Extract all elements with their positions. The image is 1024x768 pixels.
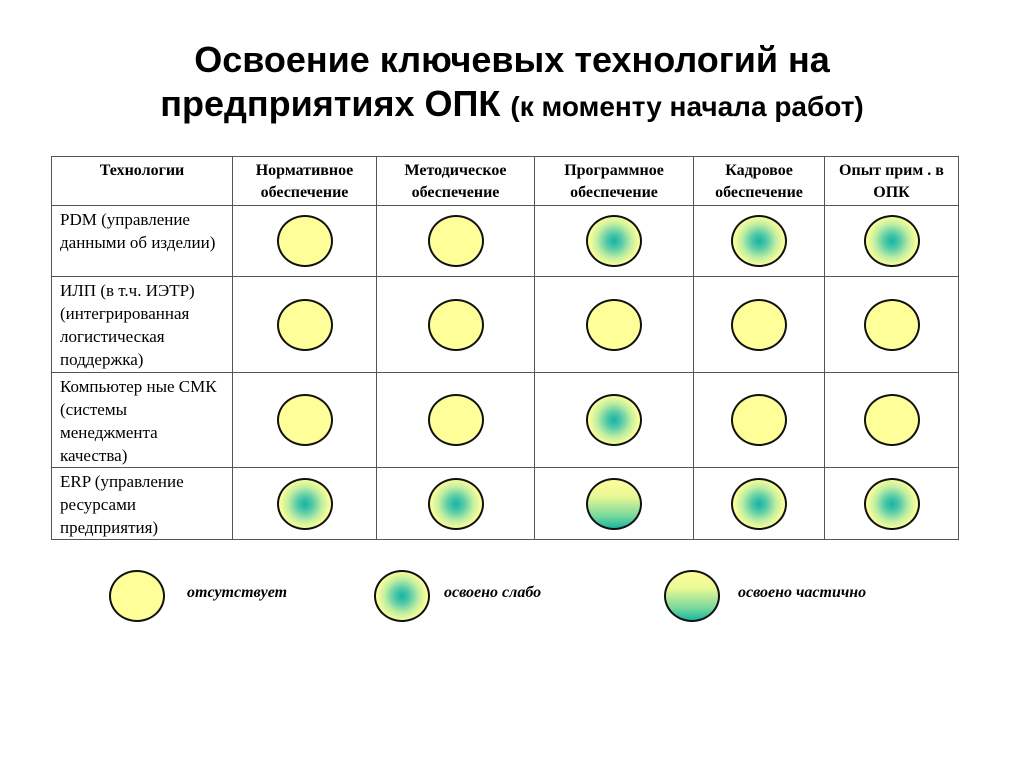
status-indicator-absent [586, 299, 642, 351]
header-technologies: Технологии [52, 157, 233, 206]
status-indicator-weak [586, 394, 642, 446]
table-row [52, 206, 959, 277]
header-row [52, 157, 959, 206]
status-indicator-weak [277, 478, 333, 530]
legend-absent-circle [109, 570, 165, 622]
technology-name: PDM (управление данными об изделии) [52, 206, 233, 277]
status-indicator-absent [428, 394, 484, 446]
status-indicator-absent [277, 394, 333, 446]
status-indicator-weak [864, 478, 920, 530]
status-indicator-weak [428, 478, 484, 530]
legend-weak-circle [374, 570, 430, 622]
legend-partial-label: освоено частично [738, 584, 867, 601]
table-row [52, 468, 959, 540]
technology-mastery-table [51, 156, 959, 540]
status-indicator-absent [428, 299, 484, 351]
status-indicator-absent [428, 215, 484, 267]
title-subtitle: (к моменту начала работ) [510, 91, 864, 122]
title-line-2 [0, 82, 1024, 129]
status-indicator-absent [277, 299, 333, 351]
status-indicator-weak [864, 215, 920, 267]
title-line-1: Освоение ключевых технологий на [194, 39, 830, 80]
legend-absent-label: отсутствует [187, 584, 288, 601]
technology-name: ERP (управление ресурсами предприятия) [52, 468, 233, 540]
status-indicator-weak [731, 215, 787, 267]
status-indicator-absent [864, 299, 920, 351]
technology-name: Компьютер ные СМК (системы менеджмента качества) [52, 373, 233, 468]
header-experience: Опыт прим . в ОПК [825, 157, 959, 206]
technology-name: ИЛП (в т.ч. ИЭТР) (интегрированная логистическая поддержка) [52, 277, 233, 373]
legend-weak-label: освоено слабо [444, 584, 542, 601]
title-main: предприятиях ОПК [160, 83, 501, 124]
status-indicator-absent [864, 394, 920, 446]
status-indicator-absent [731, 394, 787, 446]
table-row [52, 373, 959, 468]
header-methodical: Методическое обеспечение [377, 157, 535, 206]
header-normative: Нормативное обеспечение [233, 157, 377, 206]
status-indicator-absent [277, 215, 333, 267]
status-indicator-partial [586, 478, 642, 530]
status-indicator-absent [731, 299, 787, 351]
header-software: Программное обеспечение [535, 157, 694, 206]
legend-partial-circle [664, 570, 720, 622]
header-personnel: Кадровое обеспечение [694, 157, 825, 206]
status-indicator-weak [731, 478, 787, 530]
slide-title [0, 38, 1024, 129]
table-row [52, 277, 959, 373]
status-indicator-weak [586, 215, 642, 267]
